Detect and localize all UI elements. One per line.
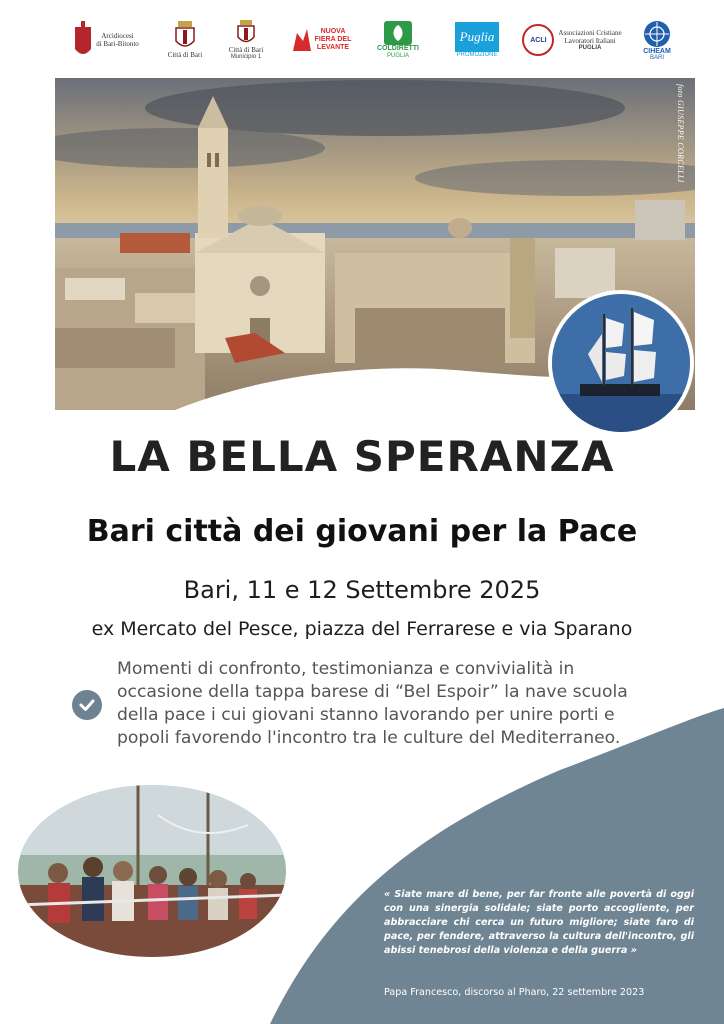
youth-group-photo bbox=[18, 785, 286, 957]
event-date: Bari, 11 e 12 Settembre 2025 bbox=[183, 576, 541, 604]
pope-quote: « Siate mare di bene, per far fronte alle povertà di oggi con una sinergia solidale; siate porto accogliente, per abbracciare chi cerca un futuro migliore; siate faro di pace, per fendere, attraverso la cultura dell'incontro, gli abissi tenebrosi della violenza e della guerra » bbox=[384, 889, 694, 956]
coldiretti-logo: COLDIRETTI PUGLIA bbox=[376, 12, 420, 68]
event-title: LA BELLA SPERANZA bbox=[109, 432, 615, 481]
check-icon bbox=[72, 690, 102, 720]
municipio-logo: Città di Bari Municipio 1 bbox=[220, 12, 272, 68]
city-crest-icon bbox=[236, 20, 256, 46]
bel-espoir-ship-photo bbox=[548, 290, 694, 436]
bari-cityscape-photo: foto GIUSEPPE CORCELLI bbox=[55, 78, 695, 410]
event-subtitle: Bari città dei giovani per la Pace bbox=[86, 514, 638, 549]
crest-icon bbox=[73, 21, 93, 59]
event-description: Momenti di confronto, testimonianza e convivialità in occasione della tappa barese di “Bel Espoir” la nave scuola della pace i cui giovani stanno lavorando per unire porti e popoli favorendo l'incontro tra le culture del Mediterraneo. bbox=[117, 659, 628, 748]
city-crest-icon bbox=[174, 21, 196, 51]
acli-logo: ACLI Associazioni Cristiane Lavoratori Italiani PUGLIA bbox=[522, 12, 622, 68]
citta-bari-logo: Città di Bari bbox=[160, 12, 210, 68]
fiera-levante-logo: NUOVA FIERA DEL LEVANTE bbox=[288, 12, 354, 68]
event-location: ex Mercato del Pesce, piazza del Ferrarese e via Sparano bbox=[91, 618, 633, 640]
arcidiocesi-logo: Arcidiocesi di Bari-Bitonto bbox=[66, 12, 146, 68]
fiera-mark-icon bbox=[291, 27, 313, 53]
coldiretti-mark-icon bbox=[384, 21, 412, 45]
ciheam-logo: CIHEAM BARI bbox=[634, 12, 680, 68]
globe-icon bbox=[643, 20, 671, 48]
quote-attribution: Papa Francesco, discorso al Pharo, 22 settembre 2023 bbox=[384, 987, 645, 998]
sponsor-logos bbox=[60, 12, 680, 68]
puglia-promozione-logo: Puglia PROMOZIONE bbox=[450, 12, 504, 68]
